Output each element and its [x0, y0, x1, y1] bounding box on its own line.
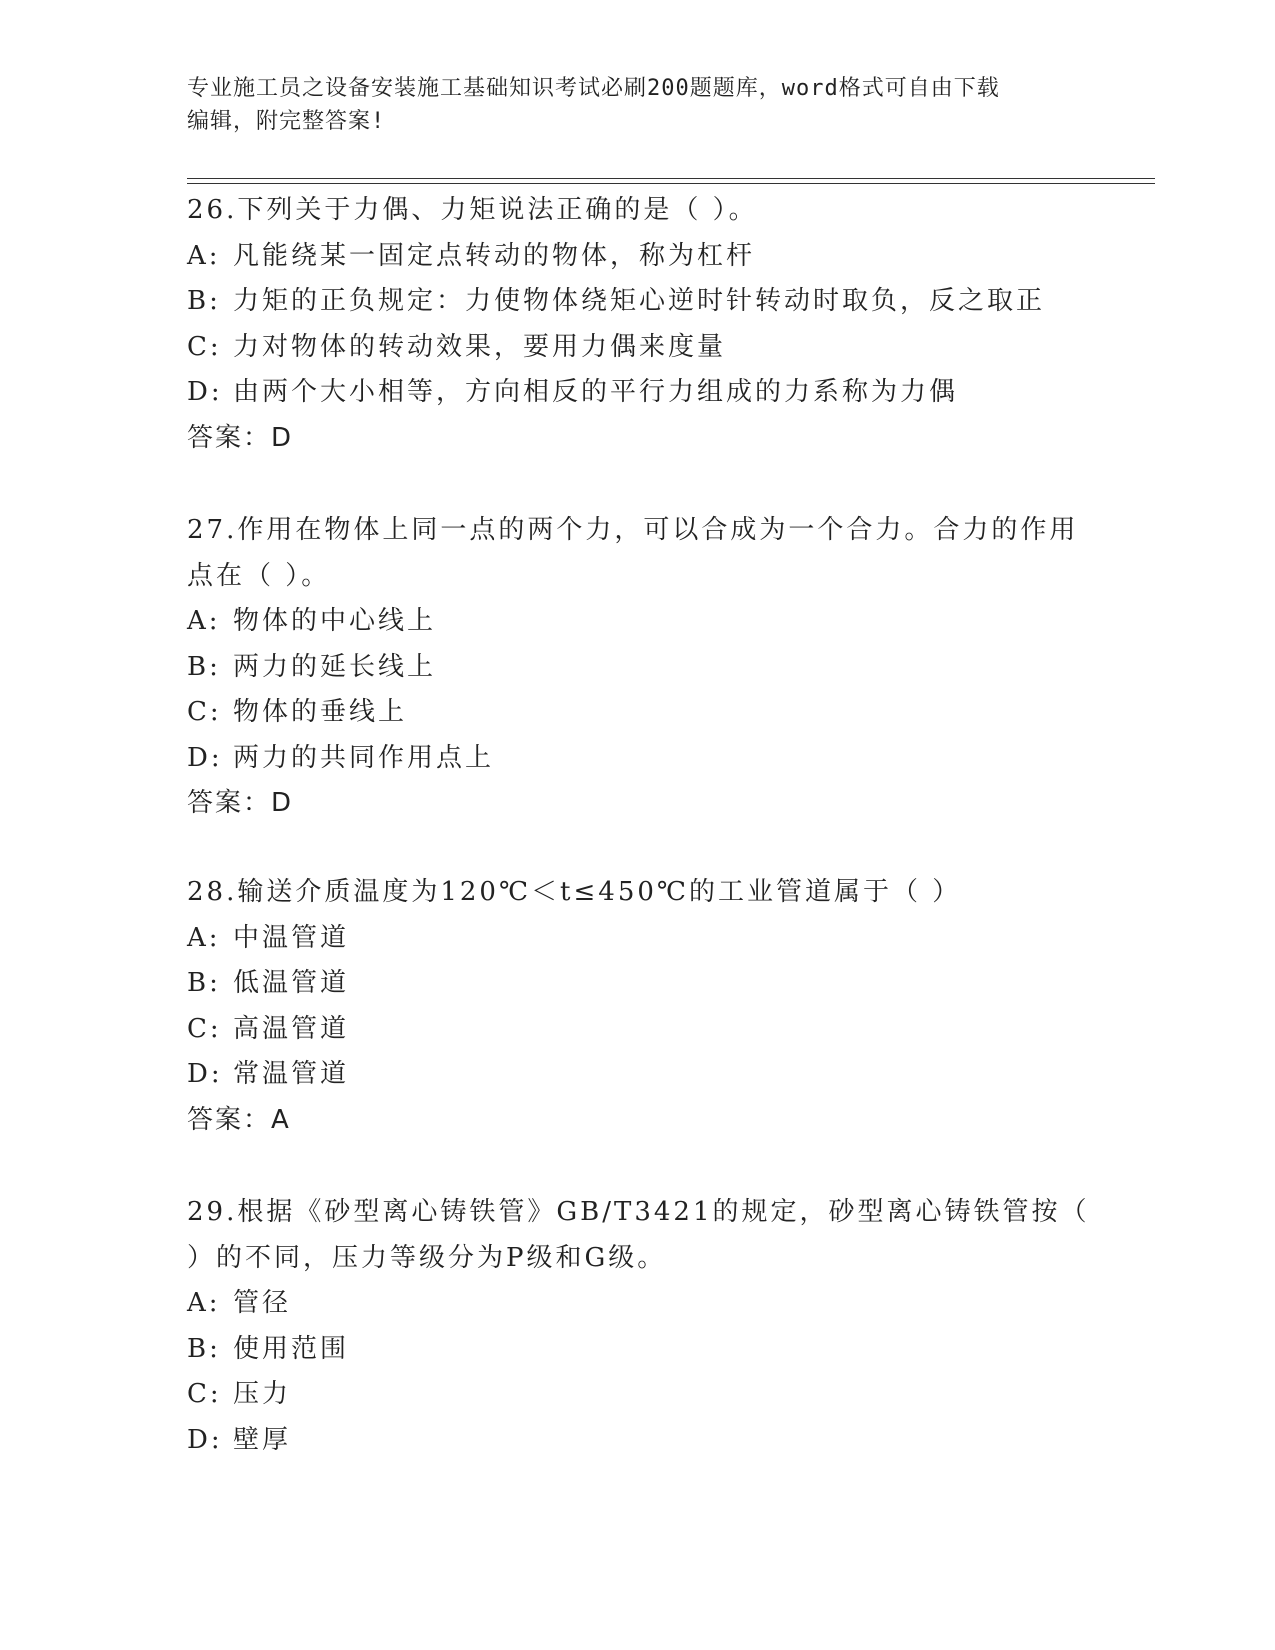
header-divider-top: [187, 178, 1155, 179]
option-a: [187, 599, 1087, 645]
option-letter: A:: [187, 1288, 221, 1318]
option-text: 低温管道: [233, 968, 350, 998]
question-stem-continued: ）的不同，压力等级分为P级和G级。: [187, 1242, 667, 1273]
option-a: [187, 1281, 1087, 1327]
answer-line: 答案：D: [187, 788, 294, 818]
question-stem: 27.作用在物体上同一点的两个力，可以合成为一个合力。合力的作用: [187, 515, 1079, 545]
question-stem: 29.根据《砂型离心铸铁管》GB/T3421的规定，砂型离心铸铁管按（: [187, 1197, 1090, 1227]
question-26: [187, 188, 1087, 461]
header-line-1: 专业施工员之设备安装施工基础知识考试必刷200题题库，word格式可自由下载: [187, 76, 1000, 101]
option-letter: D:: [187, 742, 223, 773]
question-28: [187, 870, 1087, 1143]
option-text: 壁厚: [233, 1424, 292, 1455]
option-b: [187, 1327, 1087, 1373]
question-27: [187, 508, 1087, 827]
option-letter: D:: [187, 377, 223, 407]
option-letter: B:: [187, 286, 221, 316]
option-a: [187, 916, 1087, 962]
option-letter: C:: [187, 331, 222, 362]
option-c: [187, 1007, 1087, 1053]
option-d: [187, 370, 1087, 416]
option-letter: D:: [187, 1059, 223, 1089]
answer-line: 答案：A: [187, 1104, 291, 1135]
header-line-2: 编辑，附完整答案!: [187, 109, 386, 134]
option-b: [187, 279, 1087, 325]
option-text: 管径: [233, 1288, 292, 1318]
option-text: 使用范围: [233, 1333, 350, 1364]
option-letter: A:: [187, 922, 221, 953]
question-29: [187, 1190, 1090, 1463]
option-letter: C:: [187, 1379, 222, 1409]
option-letter: B:: [187, 651, 221, 682]
option-b: [187, 645, 1087, 691]
option-text: 高温管道: [233, 1013, 350, 1044]
option-letter: A:: [187, 606, 221, 636]
question-stem-continued: 点在（ ）。: [187, 560, 331, 591]
answer-line: 答案：D: [187, 422, 294, 453]
option-text: 物体的垂线上: [233, 697, 408, 727]
option-letter: B:: [187, 968, 221, 998]
option-letter: B:: [187, 1333, 221, 1364]
header-divider-bottom: [187, 183, 1155, 184]
option-text: 中温管道: [233, 922, 350, 953]
option-letter: D:: [187, 1424, 223, 1455]
option-a: [187, 234, 1087, 280]
option-d: [187, 736, 1087, 782]
document-header: [187, 72, 1087, 138]
option-text: 凡能绕某一固定点转动的物体，称为杠杆: [233, 240, 756, 271]
option-text: 常温管道: [233, 1059, 350, 1089]
option-c: [187, 1372, 1087, 1418]
question-stem: 28.输送介质温度为120℃＜t≤450℃的工业管道属于（ ）: [187, 877, 962, 907]
option-letter: C:: [187, 697, 222, 727]
option-text: 由两个大小相等，方向相反的平行力组成的力系称为力偶: [233, 377, 959, 407]
option-d: [187, 1418, 1087, 1464]
option-text: 两力的共同作用点上: [233, 742, 495, 773]
option-b: [187, 961, 1087, 1007]
option-d: [187, 1052, 1087, 1098]
option-letter: C:: [187, 1013, 222, 1044]
question-stem: 26.下列关于力偶、力矩说法正确的是（ ）。: [187, 195, 758, 225]
option-c: [187, 325, 1087, 371]
option-text: 两力的延长线上: [233, 651, 437, 682]
option-c: [187, 690, 1087, 736]
option-text: 力矩的正负规定：力使物体绕矩心逆时针转动时取负，反之取正: [233, 286, 1046, 316]
option-text: 压力: [233, 1379, 292, 1409]
option-text: 力对物体的转动效果，要用力偶来度量: [233, 331, 727, 362]
option-letter: A:: [187, 240, 221, 271]
option-text: 物体的中心线上: [233, 606, 437, 636]
